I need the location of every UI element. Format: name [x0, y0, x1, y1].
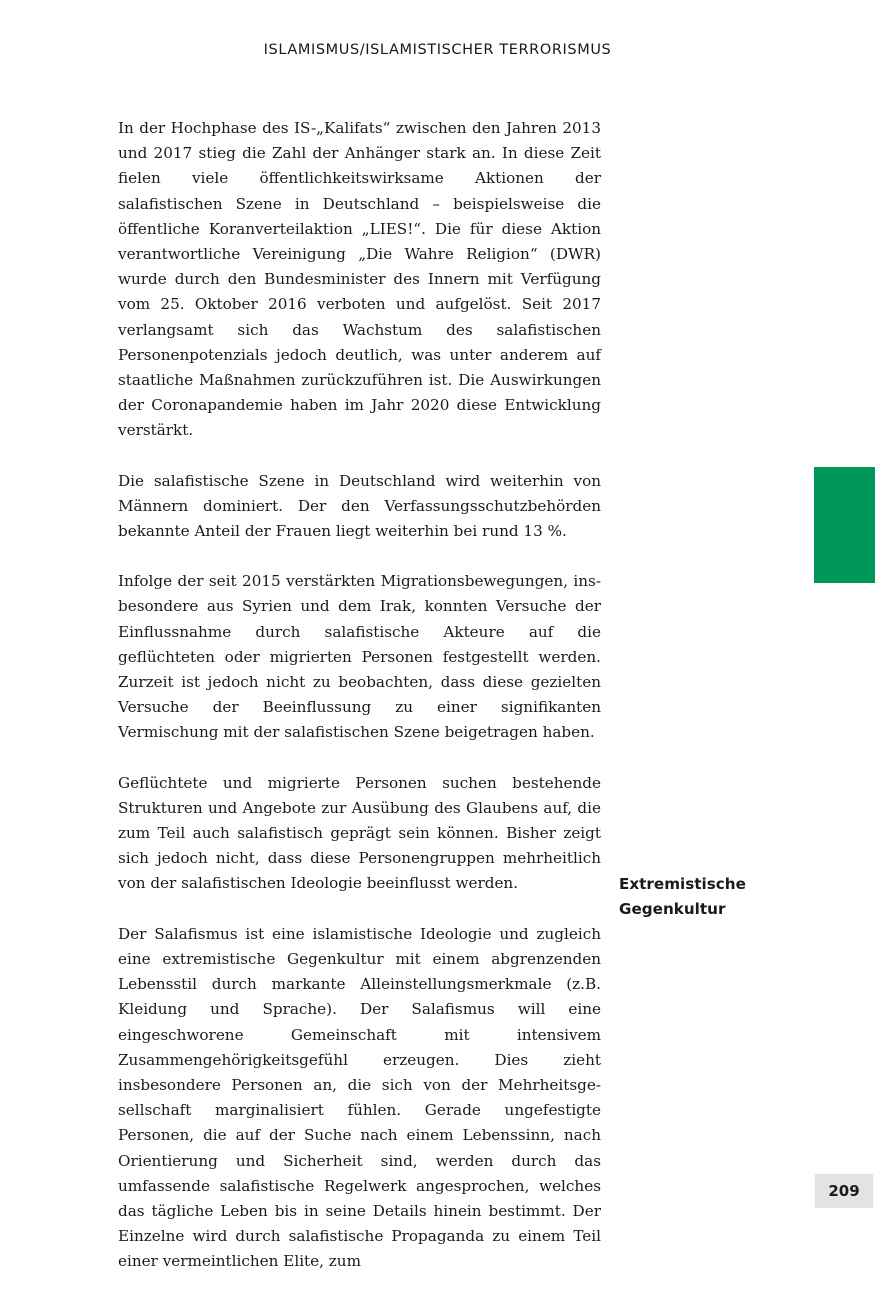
- margin-heading: Extremistische Gegenkultur: [619, 875, 746, 918]
- main-text-column: [118, 116, 601, 1300]
- paragraph-refugee-structures: Geflüchtete und migrierte Personen suchen bestehende Strukturen und Angebote zur Ausübung des Glaubens auf, die zum Teil auch salafistisch geprägt sein können. Bisher zeigt sich jedoch nicht, dass diese Personengruppen mehrheitlich von der salafistischen Ideologie beeinflusst werden.: [118, 773, 601, 893]
- section-tab-marker: [814, 467, 875, 583]
- running-header: ISLAMISMUS/ISLAMISTISCHER TERRORISMUS: [263, 42, 612, 58]
- paragraph-counterculture: Der Salafismus ist eine islamistische Ideologie und zugleich eine extremistische Gegenkultur mit einem abgrenzenden Lebensstil durch markante Alleinstellungsmerkmale (z.B. Kleidung und Sprache). Der Salafismus will eine eingeschworene Gemeinschaft mit intensivem Zusammengehörigkeitsgefühl erzeugen. Dies zieht insbesondere Personen an, die sich von der Mehrheitsgesellschaft marginalisiert fühlen. Gerade ungefestigte Personen, die auf der Suche nach einem Lebenssinn, nach Orientierung und Sicherheit sind, werden durch das umfassende salafistische Regelwerk angesprochen, welches das tägliche Leben bis in seine Details hinein bestimmt. Der Einzelne wird durch salafistische Propaganda zu einem Teil einer vermeintlichen Elite, zum: [118, 924, 601, 1271]
- paragraph-migration: Infolge der seit 2015 verstärkten Migrationsbewegungen, insbesondere aus Syrien und dem Irak, konnten Versuche der Einflussnahme durch salafistische Akteure auf die geflüchteten oder migrierten Personen festgestellt werden. Zurzeit ist jedoch nicht zu beobachten, dass diese gezielten Versuche der Beeinflussung zu einer signifikanten Vermischung mit der salafistischen Szene beigetragen haben.: [118, 572, 601, 742]
- paragraph-is-kalifat: In der Hochphase des IS-„Kalifats“ zwischen den Jahren 2013 und 2017 stieg die Zahl der Anhänger stark an. In diese Zeit fielen viele öffentlichkeitswirksame Aktionen der salafistischen Szene in Deutschland – beispielsweise die öffentliche Koranverteilaktion „LIES!“. Die für diese Aktion verantwortliche Vereinigung „Die Wahre Religion“ (DWR) wurde durch den Bundesminister des Innern mit Verfügung vom 25. Oktober 2016 verboten und aufgelöst. Seit 2017 verlangsamt sich das Wachstum des salafistischen Personenpotenzials jedoch deutlich, was unter anderem auf staatliche Maßnahmen zurückzuführen ist. Die Auswirkungen der Coronapandemie haben im Jahr 2020 diese Entwicklung verstärkt.: [118, 119, 601, 440]
- page-number: 209: [815, 1174, 873, 1208]
- paragraph-gender-ratio: Die salafistische Szene in Deutschland wird weiterhin von Männern dominiert. Der den Verfassungsschutzbehörden bekannte Anteil der Frauen liegt weiterhin bei rund 13 %.: [118, 471, 601, 541]
